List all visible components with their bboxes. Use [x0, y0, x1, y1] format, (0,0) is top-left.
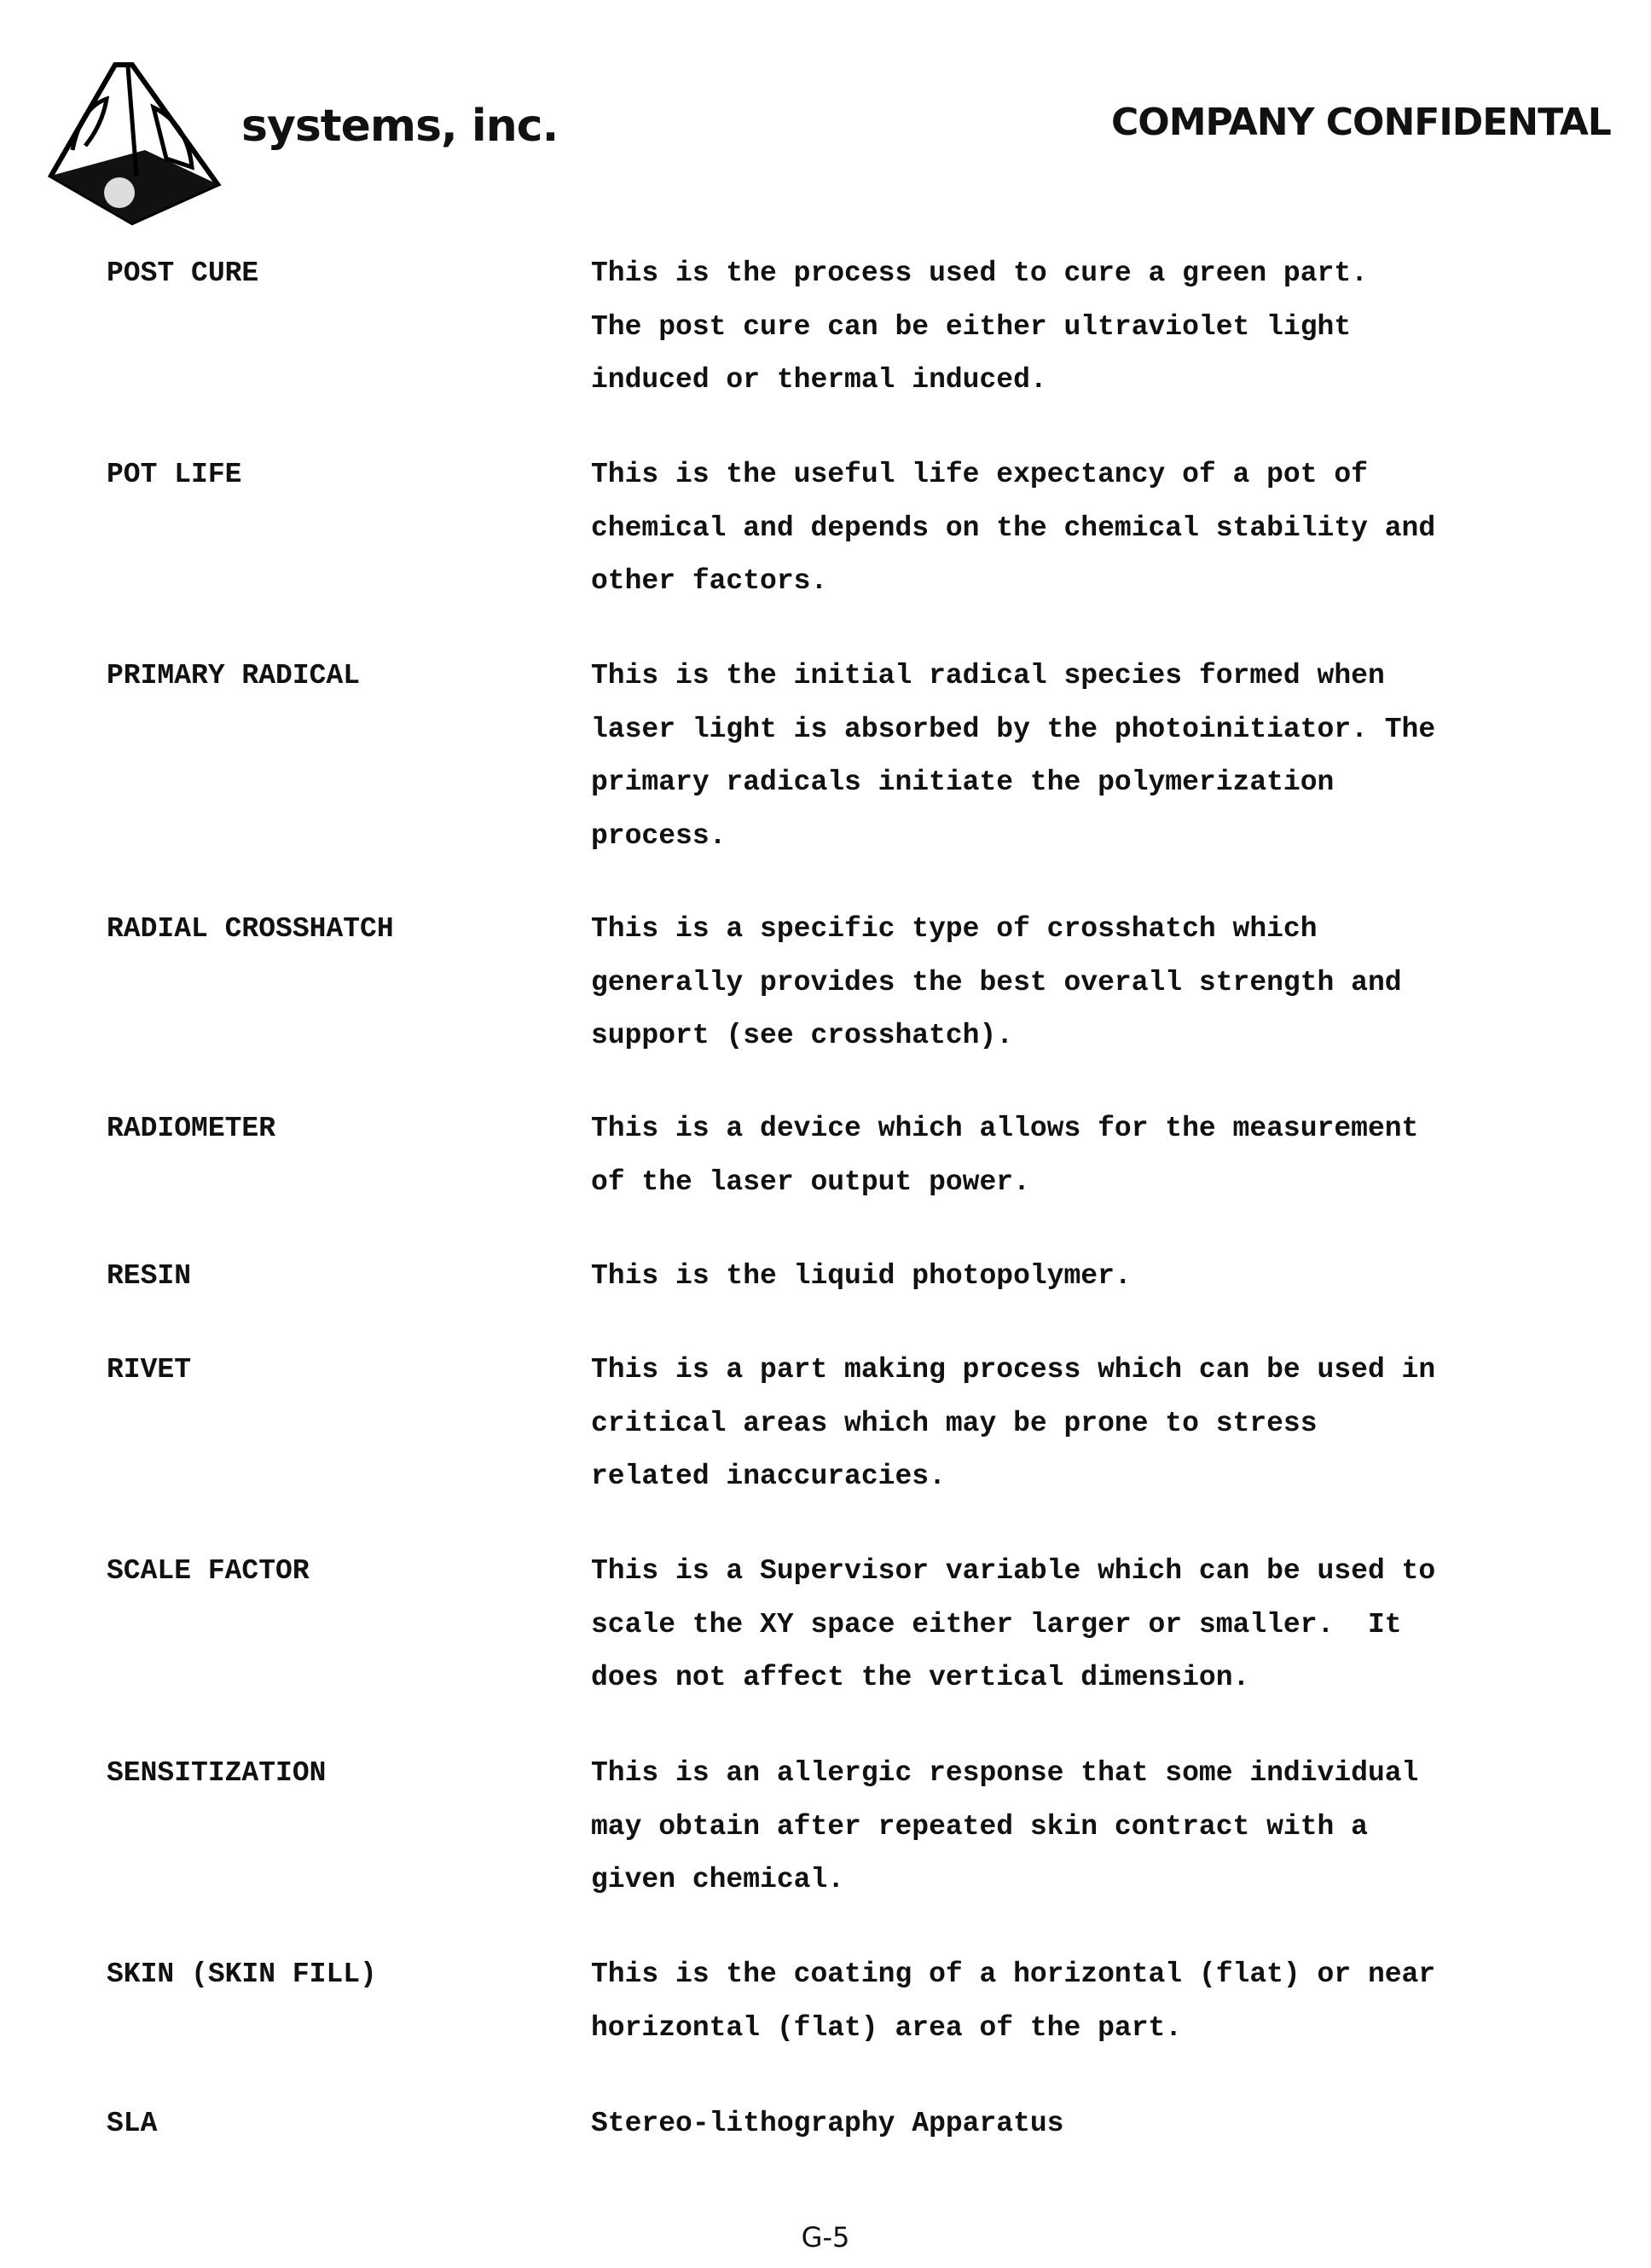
definition-line: process. — [591, 810, 1597, 864]
definition-line: horizontal (flat) area of the part. — [591, 2002, 1597, 2056]
definition-line: laser light is absorbed by the photoinitiator. The — [591, 703, 1597, 757]
glossary-definition — [591, 903, 1597, 1063]
glossary-definition — [591, 1344, 1597, 1504]
definition-line: This is the liquid photopolymer. — [591, 1250, 1597, 1304]
definition-line: This is a Supervisor variable which can be used to — [591, 1545, 1597, 1599]
glossary-definition — [591, 1747, 1597, 1907]
definition-line: related inaccuracies. — [591, 1450, 1597, 1504]
glossary-definition — [591, 1250, 1597, 1304]
definition-line: given chemical. — [591, 1854, 1597, 1907]
definition-line: support (see crosshatch). — [591, 1010, 1597, 1063]
glossary-term: SCALE FACTOR — [107, 1545, 310, 1599]
page-number: G-5 — [0, 2221, 1651, 2254]
company-logo-icon — [34, 56, 239, 227]
glossary-term: POST CURE — [107, 247, 258, 301]
company-name: systems, inc. — [241, 101, 558, 152]
definition-line: other factors. — [591, 555, 1597, 609]
glossary-term: RADIAL CROSSHATCH — [107, 903, 394, 957]
glossary-term: SKIN (SKIN FILL) — [107, 1948, 377, 2002]
definition-line: This is the coating of a horizontal (flat) or near — [591, 1948, 1597, 2002]
glossary-definition — [591, 1545, 1597, 1705]
definition-line: primary radicals initiate the polymerization — [591, 756, 1597, 810]
glossary-term: PRIMARY RADICAL — [107, 650, 360, 703]
definition-line: This is a part making process which can be used in — [591, 1344, 1597, 1397]
definition-line: may obtain after repeated skin contract with a — [591, 1801, 1597, 1854]
definition-line: chemical and depends on the chemical stability and — [591, 502, 1597, 556]
glossary-term: POT LIFE — [107, 448, 241, 502]
glossary-definition — [591, 1948, 1597, 2055]
definition-line: The post cure can be either ultraviolet light — [591, 301, 1597, 355]
definition-line: generally provides the best overall strength and — [591, 957, 1597, 1010]
glossary-term: RIVET — [107, 1344, 191, 1397]
glossary-definition — [591, 247, 1597, 408]
glossary-term: SENSITIZATION — [107, 1747, 326, 1801]
definition-line: critical areas which may be prone to stress — [591, 1397, 1597, 1451]
definition-line: This is an allergic response that some individual — [591, 1747, 1597, 1801]
glossary-definition — [591, 1102, 1597, 1209]
definition-line: This is a specific type of crosshatch which — [591, 903, 1597, 957]
glossary-definition — [591, 650, 1597, 863]
definition-line: scale the XY space either larger or smaller. It — [591, 1599, 1597, 1652]
definition-line: This is a device which allows for the measurement — [591, 1102, 1597, 1156]
glossary-term: SLA — [107, 2097, 157, 2151]
confidential-label: COMPANY CONFIDENTAL — [1111, 101, 1611, 144]
definition-line: This is the process used to cure a green part. — [591, 247, 1597, 301]
glossary-term: RESIN — [107, 1250, 191, 1304]
definition-line: Stereo-lithography Apparatus — [591, 2097, 1597, 2151]
glossary-definition — [591, 2097, 1597, 2151]
glossary-definition — [591, 448, 1597, 609]
glossary-term: RADIOMETER — [107, 1102, 275, 1156]
definition-line: induced or thermal induced. — [591, 354, 1597, 408]
definition-line: This is the useful life expectancy of a pot of — [591, 448, 1597, 502]
definition-line: of the laser output power. — [591, 1156, 1597, 1210]
definition-line: does not affect the vertical dimension. — [591, 1652, 1597, 1705]
definition-line: This is the initial radical species formed when — [591, 650, 1597, 703]
